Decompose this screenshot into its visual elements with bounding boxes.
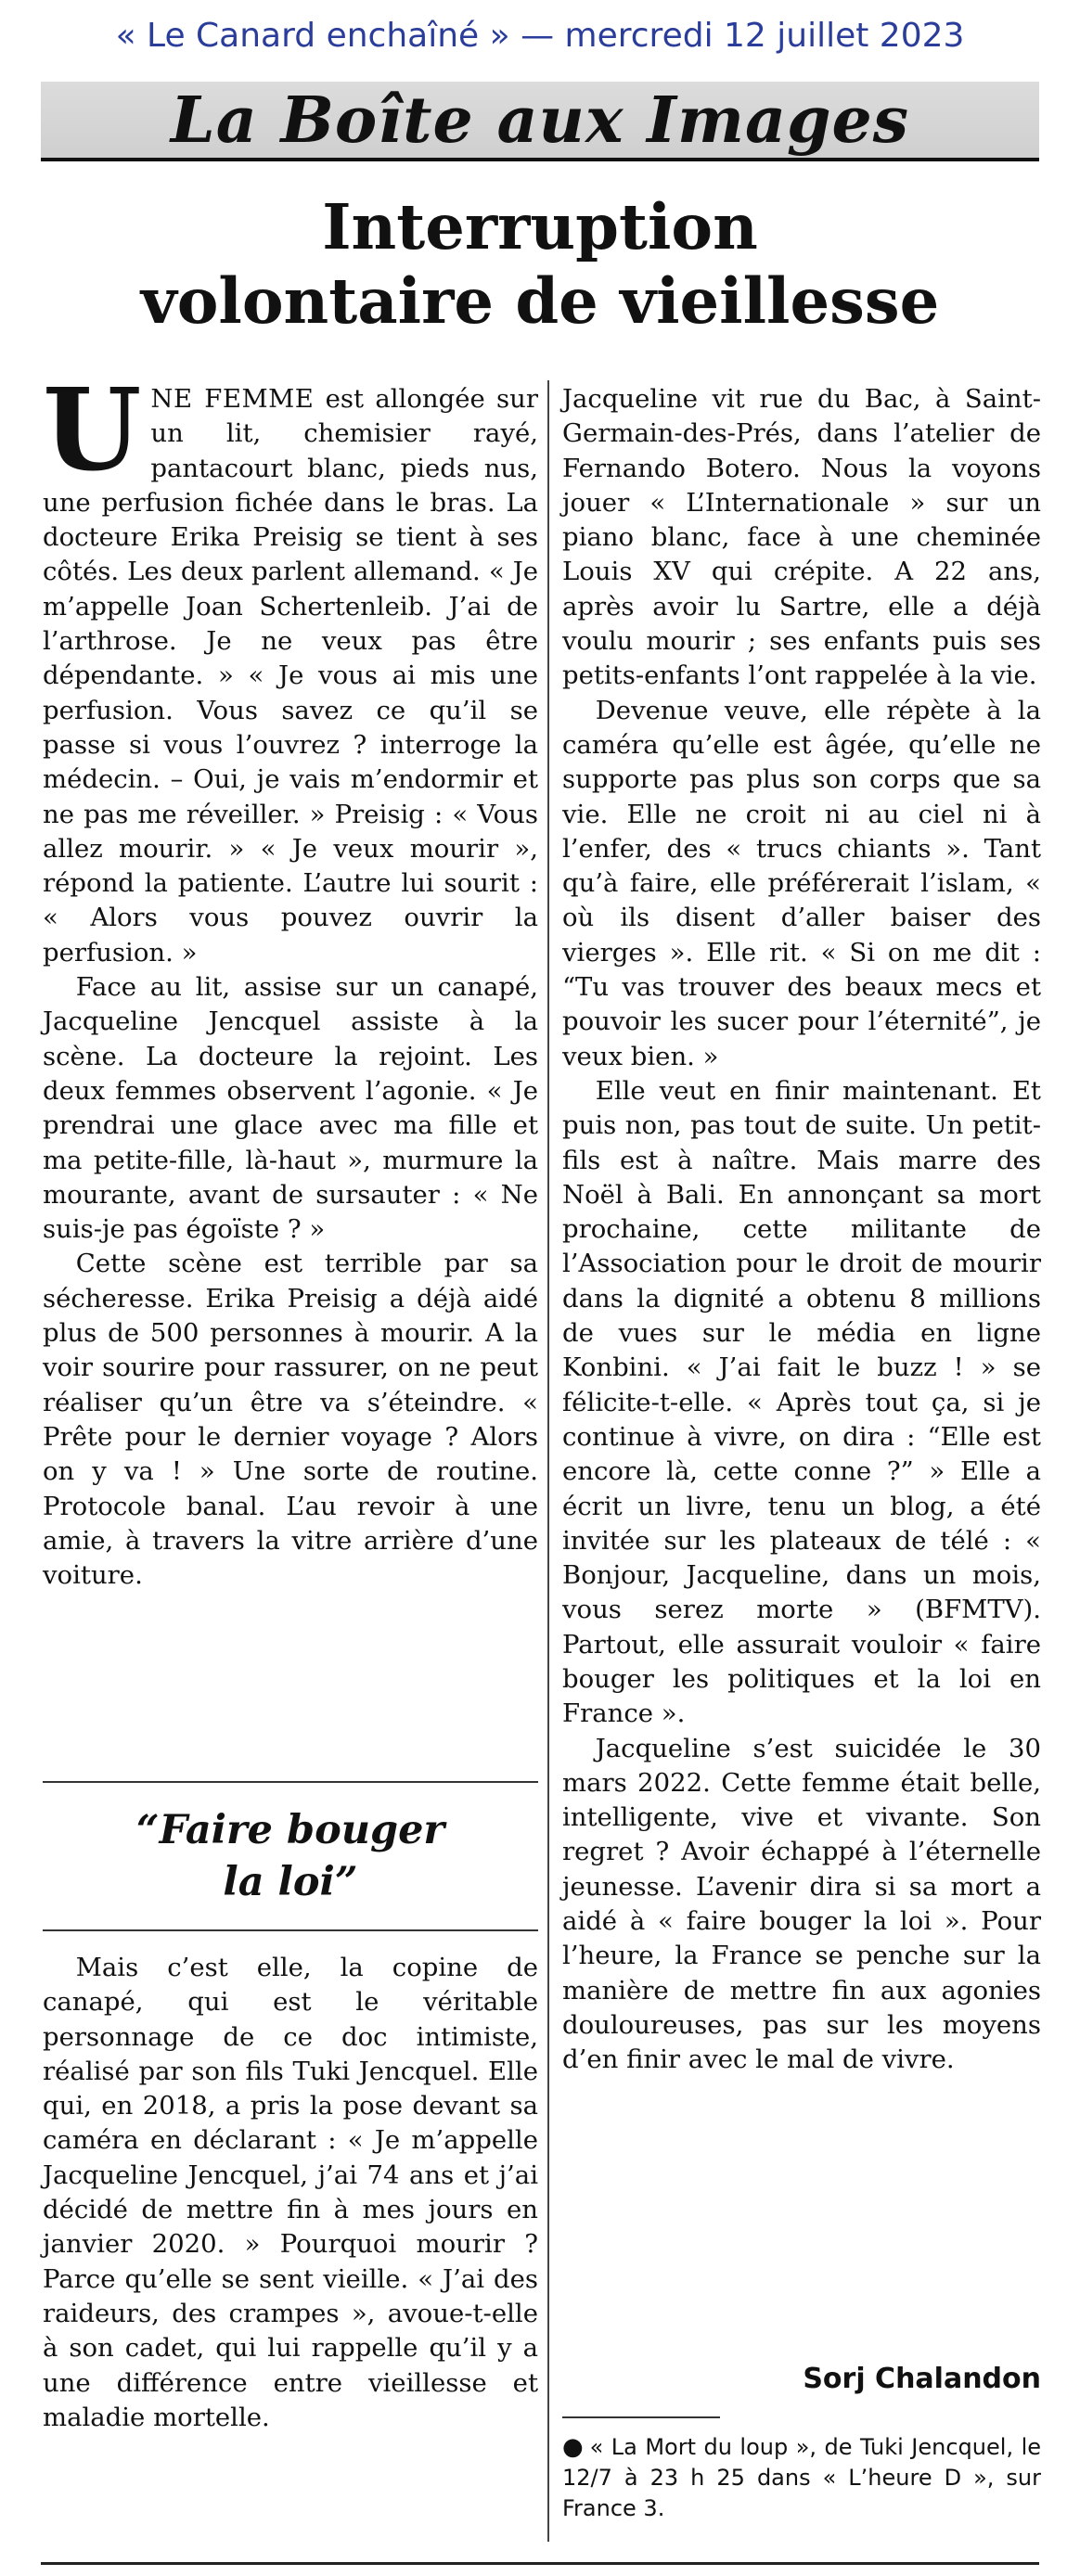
paragraph-7: Elle veut en finir maintenant. Et puis non, pas tout de suite. Un petit-fils est à naître. Mais marre des Noël à Bali. En annonçant sa mort prochaine, cette militante de l’Association pour le droit de mourir dans la dignité a obtenu 8 millions de vues sur le média en ligne Konbini. « J’ai fait le buzz ! » se félicite-t-elle. « Après tout ça, si je continue à vivre, on dira : “Elle est encore là, cette conne ?” » Elle a écrit un livre, tenu un blog, a été invitée sur les plateaux de télé : « Bonjour, Jacqueline, dans un mois, vous serez morte » (BFMTV). Partout, elle assurait vouloir « faire bouger les politiques et la loi en France ».: [562, 1075, 1041, 1729]
drop-cap: U: [43, 363, 142, 496]
intertitle-line-1: “Faire bouger: [135, 1807, 445, 1853]
paragraph-6: Devenue veuve, elle répète à la caméra qu’elle est âgée, qu’elle ne supporte pas plus son corps que sa vie. Elle ne croit ni au ciel ni à l’enfer, des « trucs chiants ». Tant qu’à faire, elle préférerait l’islam, « où ils disent d’aller baiser des vierges ». Elle rit. « Si on me dit : “Tu vas trouver des beaux mecs et pouvoir les sucer pour l’éternité”, je veux bien. »: [562, 695, 1041, 1071]
column-divider: [547, 380, 549, 2542]
broadcast-footnote: [562, 2432, 1041, 2524]
intertitle-rule-top: [43, 1781, 538, 1783]
intertitle: [43, 1804, 538, 1908]
left-column-continued: [43, 1951, 538, 2435]
paragraph-1-text: est allongée sur un lit, chemisier rayé, pantacourt blanc, pieds nus, une perfusion fichée dans le bras. La docteure Erika Preisig se tient à ses côtés. Les deux parlent allemand. « Je m’appelle Joan Schertenleib. J’ai de l’arthrose. Je ne veux pas être dépendante. » « Je vous ai mis une perfusion. Vous savez ce qu’il se passe si vous l’ouvrez ? interroge la médecin. – Oui, je vais m’endormir et ne pas me réveiller. » Preisig : « Vous allez mourir. » « Je veux mourir », répond la patiente. L’autre lui sourit : « Alors vous pouvez ouvrir la perfusion. »: [43, 384, 538, 968]
headline-line-1: Interruption: [322, 190, 758, 263]
bottom-rule: [41, 2562, 1039, 2565]
rubric-title: La Boîte aux Images: [170, 83, 910, 158]
paragraph-2: Face au lit, assise sur un canapé, Jacqueline Jencquel assiste à la scène. La docteure la rejoint. Les deux femmes observent l’agonie. « Je prendrai une glace avec ma fille et ma petite-fille, là-haut », murmure la mourante, avant de sursauter : « Ne suis-je pas égoïste ? »: [43, 972, 538, 1245]
paragraph-1: [43, 363, 538, 970]
headline-line-2: volontaire de vieillesse: [140, 264, 940, 338]
source-date-line: « Le Canard enchaîné » — mercredi 12 juillet 2023: [115, 17, 965, 55]
paragraph-8: Jacqueline s’est suicidée le 30 mars 2022. Cette femme était belle, intelligente, vive et vivante. Son regret ? Avoir échappé à l’éternelle jeunesse. L’avenir dira si sa mort a aidé à « faire bouger la loi ». Pour l’heure, la France se penche sur la manière de mettre fin aux agonies douloureuses, pas sur les moyens d’en finir avec le mal de vivre.: [562, 1733, 1041, 2075]
paragraph-4: Mais c’est elle, la copine de canapé, qui est le véritable personnage de ce doc intimiste, réalisé par son fils Tuki Jencquel. Elle qui, en 2018, a pris la pose devant sa caméra en déclarant : « Je m’appelle Jacqueline Jencquel, j’ai 74 ans et j’ai décidé de mettre fin à mes jours en janvier 2020. » Pourquoi mourir ? Parce qu’elle se sent vieille. « J’ai des raideurs, des crampes », avoue-t-elle à son cadet, qui lui rappelle qu’il y a une différence entre vieillesse et maladie mortelle.: [43, 1953, 538, 2432]
author-signature: Sorj Chalandon: [803, 2363, 1041, 2395]
footnote-text: « La Mort du loup », de Tuki Jencquel, le 12/7 à 23 h 25 dans « L’heure D », sur France 3.: [562, 2434, 1041, 2521]
intertitle-rule-bottom: [43, 1929, 538, 1931]
lead-caps: NE FEMME: [150, 384, 315, 414]
bullet-icon: ●: [562, 2433, 585, 2461]
right-column: [562, 382, 1041, 2078]
left-column: [43, 363, 538, 1593]
article-headline: [37, 190, 1043, 339]
footnote-rule: [562, 2416, 720, 2418]
paragraph-3: Cette scène est terrible par sa sécheresse. Erika Preisig a déjà aidé plus de 500 personnes à mourir. A la voir sourire pour rassurer, on ne peut réaliser qu’un être va s’éteindre. « Prête pour le dernier voyage ? Alors on y va ! » Une sorte de routine. Protocole banal. L’au revoir à une amie, à travers la vitre arrière d’une voiture.: [43, 1249, 538, 1591]
intertitle-line-2: la loi”: [223, 1859, 358, 1905]
rubric-masthead: [41, 82, 1039, 161]
paragraph-5: Jacqueline vit rue du Bac, à Saint-Germain-des-Prés, dans l’atelier de Fernando Botero. Nous la voyons jouer « L’Internationale » sur un piano blanc, face à une cheminée Louis XV qui crépite. A 22 ans, après avoir lu Sartre, elle a déjà voulu mourir ; ses enfants puis ses petits-enfants l’ont rappelée à la vie.: [562, 384, 1041, 691]
